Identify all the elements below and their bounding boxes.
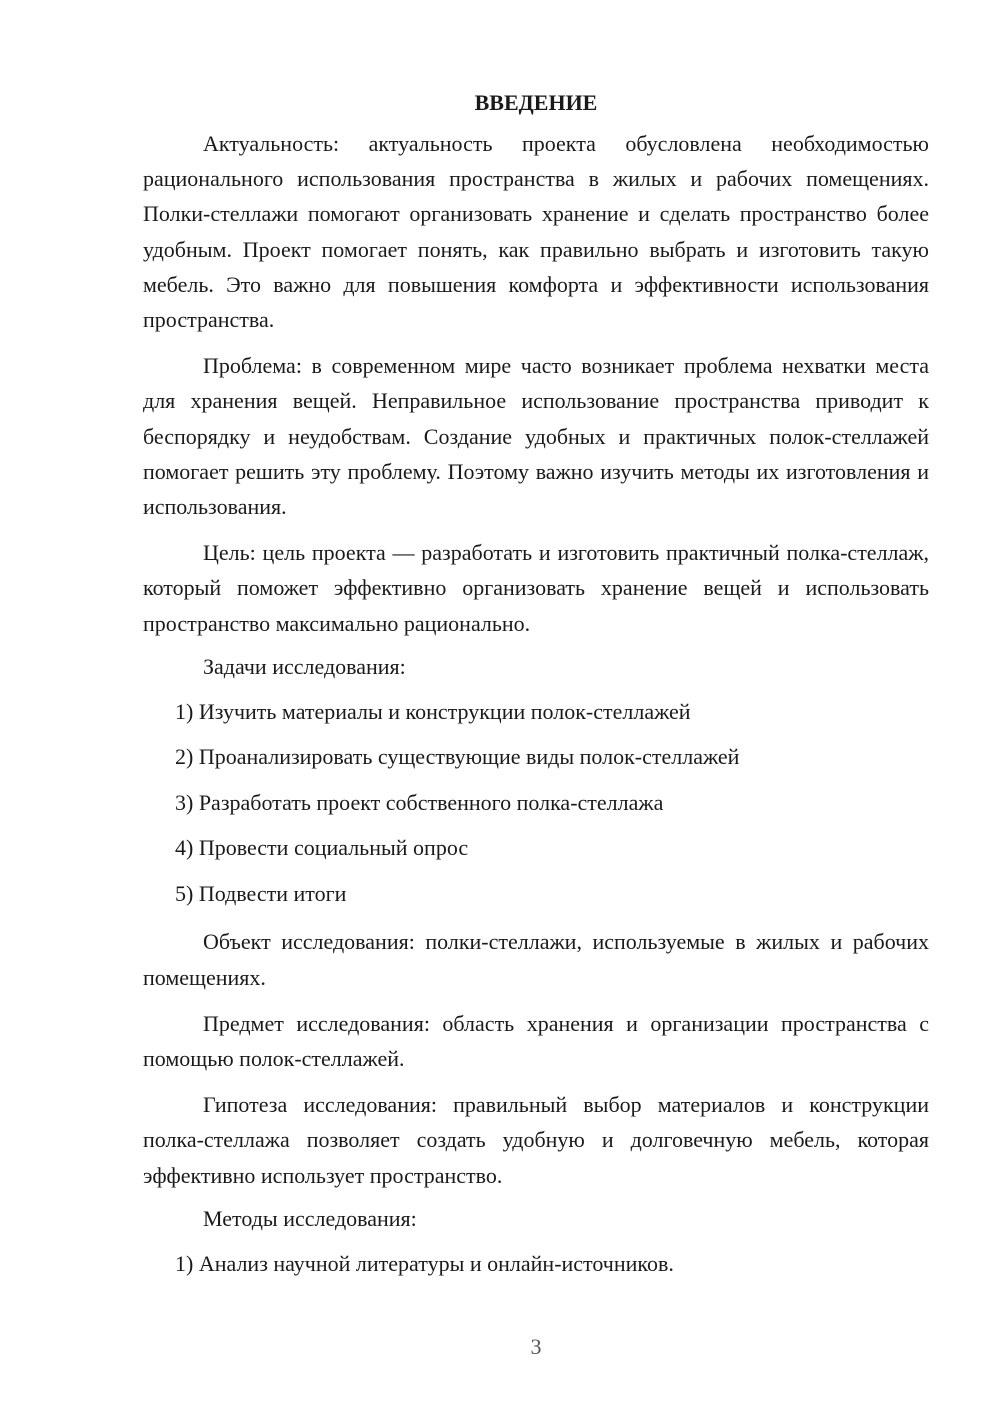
list-item: 2) Проанализировать существующие виды полок-стеллажей	[175, 744, 740, 770]
list-item: 4) Провести социальный опрос	[175, 835, 469, 861]
list-item: 1) Анализ научной литературы и онлайн-источников.	[175, 1250, 674, 1276]
tasks-list	[143, 697, 929, 909]
methods-label: Методы исследования:	[203, 1205, 417, 1231]
paragraph-problem: Проблема: в современном мире часто возникает проблема нехватки места для хранения вещей. Неправильное использование пространства приводит к беспорядку и неудобствам. Создание удобных и практичных полок-стеллажей помогает решить эту проблему. Поэтому важно изучить методы их изготовления и использования.	[143, 353, 929, 520]
paragraph-object: Объект исследования: полки-стеллажи, используемые в жилых и рабочих помещениях.	[143, 929, 929, 990]
document-heading: ВВЕДЕНИЕ	[474, 90, 598, 115]
paragraph-goal: Цель: цель проекта — разработать и изготовить практичный полка-стеллаж, который поможет эффективно организовать хранение вещей и использовать пространство максимально рационально.	[143, 540, 929, 636]
page-number: 3	[530, 1334, 542, 1359]
methods-list	[143, 1249, 929, 1279]
paragraph-hypothesis: Гипотеза исследования: правильный выбор материалов и конструкции полка-стеллажа позволяет создать удобную и долговечную мебель, которая эффективно использует пространство.	[143, 1092, 929, 1188]
list-item: 3) Разработать проект собственного полка-стеллажа	[175, 789, 664, 815]
paragraph-subject: Предмет исследования: область хранения и организации пространства с помощью полок-стеллажей.	[143, 1010, 929, 1071]
list-item: 5) Подвести итоги	[175, 880, 347, 906]
list-item: 1) Изучить материалы и конструкции полок-стеллажей	[175, 698, 691, 724]
tasks-label: Задачи исследования:	[203, 653, 406, 679]
paragraph-relevance: Актуальность: актуальность проекта обусловлена необходимостью рационального использования пространства в жилых и рабочих помещениях. Полки-стеллажи помогают организовать хранение и сделать пространство более удобным. Проект помогает понять, как правильно выбрать и изготовить такую мебель. Это важно для повышения комфорта и эффективности использования пространства.	[143, 131, 929, 333]
document-page	[143, 90, 929, 1294]
